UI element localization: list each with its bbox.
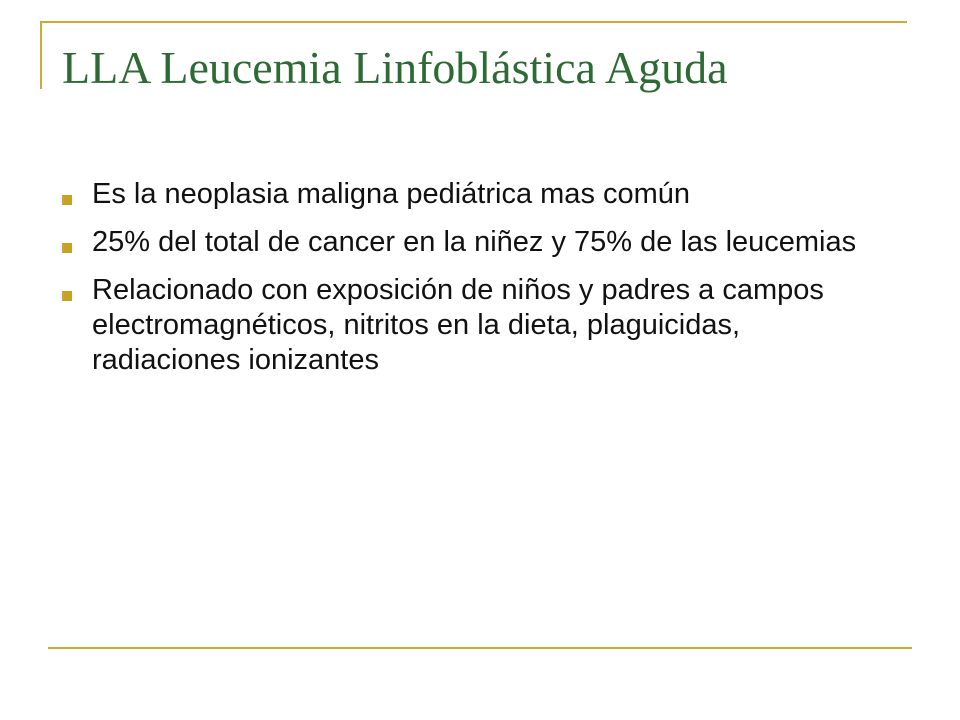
square-bullet-icon (62, 243, 72, 253)
square-bullet-icon (62, 195, 72, 205)
bullet-item (62, 225, 882, 260)
bullet-text: 25% del total de cancer en la niñez y 75% de las leucemias (92, 226, 857, 258)
bullet-item (62, 177, 882, 212)
bullet-text: Relacionado con exposición de niños y padres a campos electromagnéticos, nitritos en la dieta, plaguicidas, radiaciones ionizantes (92, 274, 824, 376)
top-divider (40, 21, 907, 23)
bullet-list (62, 177, 882, 391)
bottom-divider (48, 647, 912, 649)
bullet-text: Es la neoplasia maligna pediátrica mas común (92, 178, 691, 210)
bullet-item (62, 273, 882, 378)
square-bullet-icon (62, 291, 72, 301)
slide-title: LLA Leucemia Linfoblástica Aguda (62, 42, 728, 93)
left-accent-line (40, 21, 42, 89)
